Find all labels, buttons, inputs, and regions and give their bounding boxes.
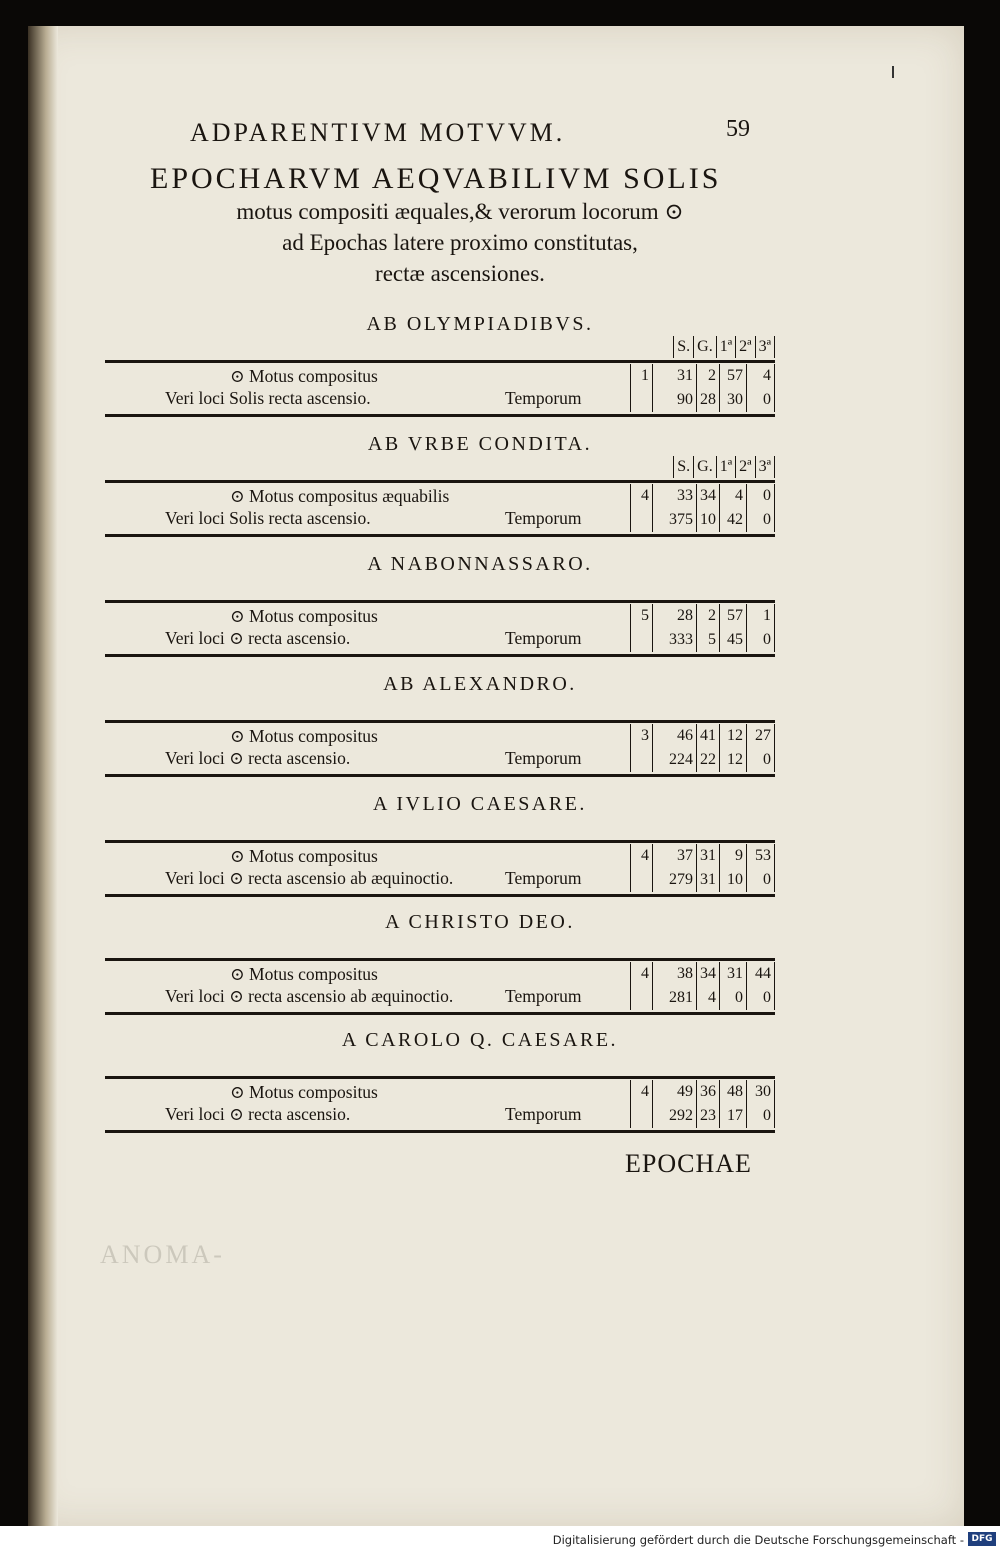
value-cell: 31 [720,962,747,986]
column-header: 1ª [716,456,735,478]
table-rule-bottom [105,1130,775,1133]
value-cell: 5 [697,628,720,652]
temporum-label: Temporum [505,388,582,408]
value-grid [630,484,775,532]
value-cell: 4 [763,367,771,384]
row-label-ascensio: Veri loci Solis recta ascensio. [165,388,371,408]
table-rule-bottom [105,654,775,657]
value-cell [631,508,653,532]
table-rule-bottom [105,414,775,417]
catchword: EPOCHAE [625,1149,752,1178]
section-heading: AB VRBE CONDITA. [367,433,593,455]
row-label-motus: ⊙ Motus compositus [230,606,378,626]
value-grid [630,962,775,1010]
value-cell: 37 [653,844,697,868]
value-cell: 30 [755,1083,771,1100]
table-rule-top [105,840,775,843]
value-cell: 10 [697,508,720,532]
table-body [105,1082,775,1128]
row-label-motus: ⊙ Motus compositus [230,366,378,386]
value-cell: 12 [720,724,747,748]
row-label-ascensio: Veri loci ⊙ recta ascensio ab æquinoctio. [165,868,454,888]
value-cell: 31 [697,868,720,892]
value-cell: 38 [653,962,697,986]
value-cell: 36 [697,1080,720,1104]
table-rule-top [105,360,775,363]
title-line-1: EPOCHARVM AEQVABILIVM SOLIS [150,162,722,195]
column-header: 3ª [755,456,775,478]
value-cell: 34 [697,962,720,986]
value-cell: 9 [720,844,747,868]
epoch-section [105,430,775,540]
table-rule-top [105,600,775,603]
value-cell: 57 [720,604,747,628]
row-label-motus: ⊙ Motus compositus [230,1082,378,1102]
value-cell: 1 [631,364,653,388]
table-rule-bottom [105,1012,775,1015]
value-cell [631,748,653,772]
row-label-ascensio: Veri loci ⊙ recta ascensio ab æquinoctio. [165,986,454,1006]
value-cell [631,1104,653,1128]
temporum-label: Temporum [505,868,582,888]
title-block [150,162,770,289]
value-cell: 375 [653,508,697,532]
value-cell: 17 [720,1104,747,1128]
column-header-row [673,336,775,358]
running-head-text: ADPARENTIVM MOTVVM. [190,118,566,147]
column-header-row [673,456,775,478]
dfg-logo: DFG [968,1532,996,1546]
footer-bar [0,1526,1000,1553]
temporum-label: Temporum [505,1104,582,1124]
value-cell: 0 [763,1107,771,1124]
column-header: 2ª [735,456,754,478]
page-spine-shadow [28,26,58,1526]
value-cell: 12 [720,748,747,772]
value-cell: 4 [720,484,747,508]
value-cell [631,388,653,412]
table-rule-bottom [105,774,775,777]
title-line-3: ad Epochas latere proximo constitutas, [282,230,638,255]
value-cell: 0 [763,631,771,648]
table-body [105,846,775,892]
value-cell: 0 [763,487,771,504]
value-cell: 279 [653,868,697,892]
epoch-section [105,1026,775,1136]
value-cell: 4 [697,986,720,1010]
value-cell [631,868,653,892]
value-cell: 23 [697,1104,720,1128]
value-cell: 4 [631,962,653,986]
value-cell [631,628,653,652]
epoch-section [105,908,775,1018]
row-label-motus: ⊙ Motus compositus [230,726,378,746]
value-cell: 31 [697,844,720,868]
section-heading: A CHRISTO DEO. [385,911,575,933]
section-heading: A CAROLO Q. CAESARE. [341,1029,619,1051]
table-body [105,486,775,532]
value-cell: 0 [763,511,771,528]
value-grid [630,844,775,892]
value-cell: 34 [697,484,720,508]
section-heading: A IVLIO CAESARE. [373,793,587,815]
epoch-section [105,790,775,900]
column-header: G. [693,456,716,478]
value-cell: 0 [763,391,771,408]
value-cell: 49 [653,1080,697,1104]
value-cell: 44 [755,965,771,982]
value-cell: 0 [763,871,771,888]
value-cell: 292 [653,1104,697,1128]
value-cell: 57 [720,364,747,388]
row-label-ascensio: Veri loci ⊙ recta ascensio. [165,748,351,768]
column-header: S. [673,336,693,358]
value-cell: 42 [720,508,747,532]
row-label-motus: ⊙ Motus compositus [230,846,378,866]
value-cell: 4 [631,844,653,868]
value-cell: 90 [653,388,697,412]
table-rule-bottom [105,894,775,897]
title-line-2: motus compositi æquales,& verorum locorum ⊙ [236,199,684,224]
margin-mark [892,66,894,78]
table-body [105,726,775,772]
row-label-ascensio: Veri loci ⊙ recta ascensio. [165,628,351,648]
temporum-label: Temporum [505,748,582,768]
row-label-motus: ⊙ Motus compositus æquabilis [230,486,450,506]
table-rule-bottom [105,534,775,537]
value-cell: 46 [653,724,697,748]
value-cell: 2 [697,364,720,388]
value-cell: 30 [720,388,747,412]
column-header: G. [693,336,716,358]
section-heading: A NABONNASSARO. [367,553,593,575]
value-cell: 45 [720,628,747,652]
page-number: 59 [726,116,750,142]
column-header: S. [673,456,693,478]
value-cell: 22 [697,748,720,772]
value-cell: 10 [720,868,747,892]
value-cell: 28 [653,604,697,628]
table-body [105,366,775,412]
table-rule-top [105,958,775,961]
value-grid [630,364,775,412]
value-cell: 4 [631,484,653,508]
value-cell: 224 [653,748,697,772]
table-rule-top [105,1076,775,1079]
bleed-through-text: ANOMA- [100,1240,225,1269]
value-cell: 41 [697,724,720,748]
value-cell: 53 [755,847,771,864]
table-body [105,964,775,1010]
table-rule-top [105,720,775,723]
value-cell: 0 [763,751,771,768]
value-cell: 333 [653,628,697,652]
value-grid [630,1080,775,1128]
value-grid [630,604,775,652]
epoch-section [105,550,775,660]
value-cell: 281 [653,986,697,1010]
value-cell: 5 [631,604,653,628]
value-cell: 33 [653,484,697,508]
value-cell: 31 [653,364,697,388]
temporum-label: Temporum [505,508,582,528]
epoch-section [105,310,775,420]
section-heading: AB OLYMPIADIBVS. [366,313,594,335]
column-header: 2ª [735,336,754,358]
table-rule-top [105,480,775,483]
section-heading: AB ALEXANDRO. [383,673,577,695]
temporum-label: Temporum [505,986,582,1006]
value-cell: 3 [631,724,653,748]
row-label-ascensio: Veri loci ⊙ recta ascensio. [165,1104,351,1124]
running-head [190,118,750,148]
value-cell: 2 [697,604,720,628]
column-header: 3ª [755,336,775,358]
table-body [105,606,775,652]
value-cell: 1 [763,607,771,624]
value-cell: 48 [720,1080,747,1104]
title-line-4: rectæ ascensiones. [375,261,545,286]
value-grid [630,724,775,772]
value-cell: 4 [631,1080,653,1104]
temporum-label: Temporum [505,628,582,648]
epoch-section [105,670,775,780]
footer-credit: Digitalisierung gefördert durch die Deutsche Forschungsgemeinschaft - [552,1533,964,1547]
value-cell: 28 [697,388,720,412]
value-cell [631,986,653,1010]
row-label-motus: ⊙ Motus compositus [230,964,378,984]
value-cell: 0 [720,986,747,1010]
row-label-ascensio: Veri loci Solis recta ascensio. [165,508,371,528]
column-header: 1ª [716,336,735,358]
value-cell: 0 [763,989,771,1006]
value-cell: 27 [755,727,771,744]
